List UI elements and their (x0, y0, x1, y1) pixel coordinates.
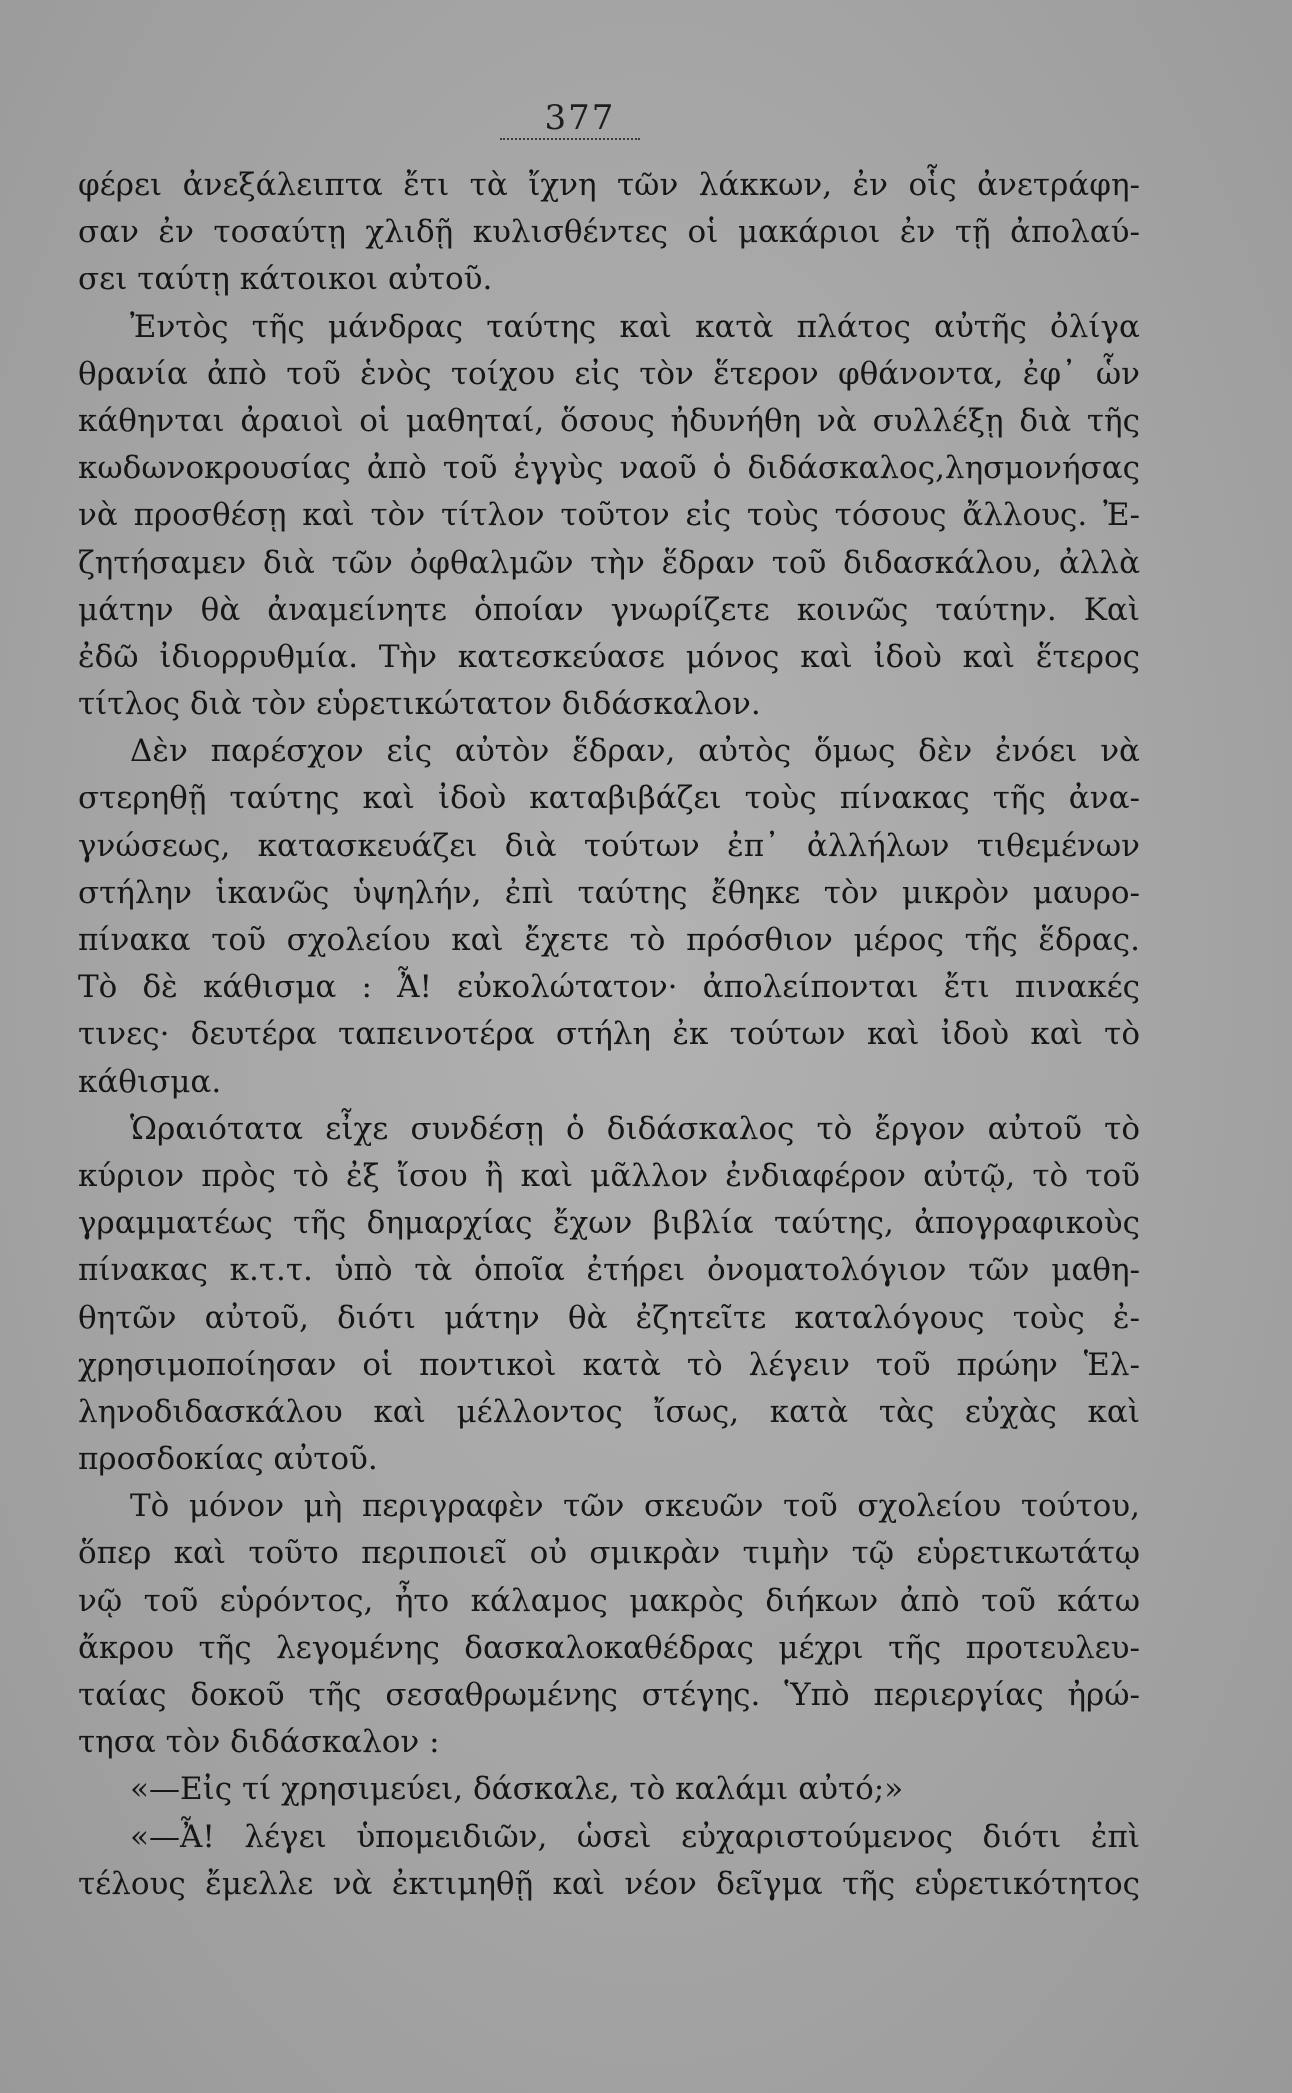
text-line: πίνακας κ.τ.τ. ὑπὸ τὰ ὁποῖα ἐτήρει ὀνοματολόγιον τῶν μαθη- (78, 1252, 1140, 1289)
text-line: ἐδῶ ἰδιορρυθμία. Τὴν κατεσκεύασε μόνος καὶ ἰδοὺ καὶ ἕτερος (78, 638, 1140, 675)
text-line: ὅπερ καὶ τοῦτο περιποιεῖ οὐ σμικρὰν τιμὴν τῷ εὑρετικωτάτῳ (78, 1535, 1140, 1572)
body-text (78, 162, 1140, 1908)
page-number: 377 (544, 98, 616, 138)
text-line: γραμματέως τῆς δημαρχίας ἔχων βιβλία ταύτης, ἀπογραφικοὺς (78, 1205, 1140, 1242)
text-line: νὰ προσθέσῃ καὶ τὸν τίτλον τοῦτον εἰς τοὺς τόσους ἄλλους. Ἐ- (78, 497, 1140, 534)
text-line: στήλην ἱκανῶς ὑψηλήν, ἐπὶ ταύτης ἔθηκε τὸν μικρὸν μαυρο- (78, 874, 1140, 911)
text-line: νῷ τοῦ εὑρόντος, ἦτο κάλαμος μακρὸς διήκων ἀπὸ τοῦ κάτω (78, 1582, 1140, 1619)
text-line: κάθισμα. (78, 1063, 222, 1100)
text-line: μάτην θὰ ἀναμείνητε ὁποίαν γνωρίζετε κοινῶς ταύτην. Καὶ (78, 591, 1140, 628)
text-line: τινες· δευτέρα ταπεινοτέρα στήλη ἐκ τούτων καὶ ἰδοὺ καὶ τὸ (78, 1016, 1140, 1053)
text-line: θρανία ἀπὸ τοῦ ἑνὸς τοίχου εἰς τὸν ἕτερον φθάνοντα, ἐφ᾽ ὧν (78, 355, 1140, 392)
text-line: ταίας δοκοῦ τῆς σεσαθρωμένης στέγης. Ὑπὸ περιεργίας ἠρώ- (78, 1677, 1140, 1713)
text-line: φέρει ἀνεξάλειπτα ἔτι τὰ ἴχνη τῶν λάκκων, ἐν οἷς ἀνετράφη- (78, 167, 1140, 203)
text-line: στερηθῇ ταύτης καὶ ἰδοὺ καταβιβάζει τοὺς πίνακας τῆς ἀνα- (78, 780, 1140, 817)
text-line: πίνακα τοῦ σχολείου καὶ ἔχετε τὸ πρόσθιον μέρος τῆς ἕδρας. (78, 922, 1140, 958)
text-line: προσδοκίας αὐτοῦ. (78, 1441, 378, 1478)
text-line: κωδωνοκρουσίας ἀπὸ τοῦ ἐγγὺς ναοῦ ὁ διδάσκαλος,λησμονήσας (78, 450, 1140, 487)
text-line: Ὡραιότατα εἶχε συνδέσῃ ὁ διδάσκαλος τὸ ἔργον αὐτοῦ τὸ (130, 1110, 1140, 1147)
text-line: χρησιμοποίησαν οἱ ποντικοὶ κατὰ τὸ λέγειν τοῦ πρώην Ἑλ- (78, 1346, 1140, 1383)
text-line: σει ταύτῃ κάτοικοι αὐτοῦ. (78, 261, 493, 298)
text-line: «—Ἆ! λέγει ὑπομειδιῶν, ὡσεὶ εὐχαριστούμενος διότι ἐπὶ (130, 1818, 1140, 1855)
text-line: σαν ἐν τοσαύτῃ χλιδῇ κυλισθέντες οἱ μακάριοι ἐν τῇ ἀπολαύ- (78, 214, 1140, 251)
text-line: τησα τὸν διδάσκαλον : (78, 1724, 440, 1761)
text-line: ζητήσαμεν διὰ τῶν ὀφθαλμῶν τὴν ἕδραν τοῦ διδασκάλου, ἀλλὰ (78, 544, 1140, 581)
text-line: θητῶν αὐτοῦ, διότι μάτην θὰ ἐζητεῖτε καταλόγους τοὺς ἐ- (78, 1299, 1140, 1336)
text-line: Δὲν παρέσχον εἰς αὐτὸν ἕδραν, αὐτὸς ὅμως δὲν ἐνόει νὰ (130, 733, 1140, 770)
text-line: ληνοδιδασκάλου καὶ μέλλοντος ἴσως, κατὰ τὰς εὐχὰς καὶ (78, 1393, 1140, 1430)
text-line: κάθηνται ἀραιοὶ οἱ μαθηταί, ὅσους ἠδυνήθη νὰ συλλέξῃ διὰ τῆς (78, 402, 1140, 439)
text-line: Ἐντὸς τῆς μάνδρας ταύτης καὶ κατὰ πλάτος αὐτῆς ὀλίγα (130, 308, 1140, 345)
text-line: τίτλος διὰ τὸν εὑρετικώτατον διδάσκαλον. (78, 686, 761, 723)
text-line: «—Εἰς τί χρησιμεύει, δάσκαλε, τὸ καλάμι αὐτό;» (130, 1771, 904, 1808)
text-line: Τὸ μόνον μὴ περιγραφὲν τῶν σκευῶν τοῦ σχολείου τούτου, (130, 1488, 1140, 1525)
text-line: τέλους ἔμελλε νὰ ἐκτιμηθῇ καὶ νέον δεῖγμα τῆς εὑρετικότητος (78, 1865, 1140, 1902)
page-number-rule (500, 138, 640, 140)
text-line: ἄκρου τῆς λεγομένης δασκαλοκαθέδρας μέχρι τῆς προτευλευ- (78, 1629, 1140, 1666)
text-line: γνώσεως, κατασκευάζει διὰ τούτων ἐπ᾽ ἀλλήλων τιθεμένων (78, 827, 1140, 864)
text-line: κύριον πρὸς τὸ ἐξ ἴσου ἢ καὶ μᾶλλον ἐνδιαφέρον αὐτῷ, τὸ τοῦ (78, 1157, 1140, 1194)
text-line: Τὸ δὲ κάθισμα : Ἆ! εὐκολώτατον· ἀπολείπονται ἔτι πινακές (78, 969, 1140, 1006)
